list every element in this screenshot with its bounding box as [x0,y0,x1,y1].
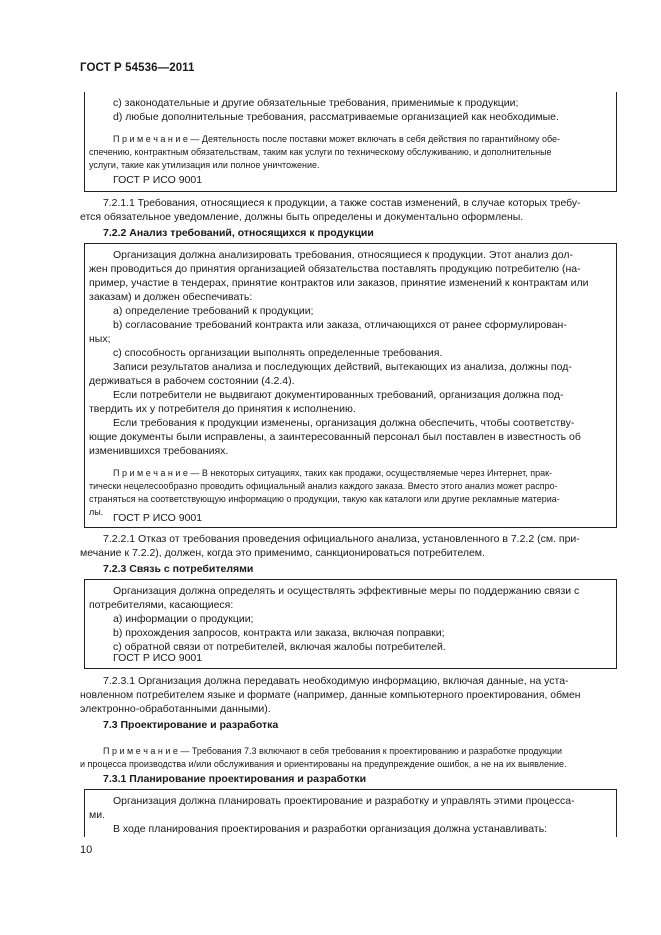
note-line: спечению, контрактным обязательствам, таким как услуги по техническому обслуживанию, и дополнительные [89,147,552,157]
clause-7-2-2-1-line: мечание к 7.2.2), должен, когда это применимо, санкционироваться потребителем. [80,547,485,559]
paragraph-line: Организация должна анализировать требования, относящиеся к продукции. Этот анализ дол- [113,249,574,261]
section-heading-7-2-3: 7.2.3 Связь с потребителями [103,563,254,575]
list-item-c: c) способность организации выполнять определенные требования. [113,347,443,359]
paragraph-line: Организация должна определять и осуществлять эффективные меры по поддержанию связи с [113,585,580,597]
quote-box-gost-2 [84,243,617,528]
list-item-b-cont: ных; [89,333,111,345]
standard-reference: ГОСТ Р ИСО 9001 [113,174,203,186]
section-heading-7-3-1: 7.3.1 Планирование проектирования и разработки [103,773,367,785]
list-item-d: d) любые дополнительные требования, рассматриваемые организацией как необходимые. [113,111,559,123]
note-line: тически нецелесообразно проводить официальный анализ каждого заказа. Вместо этого анализ может распро- [89,481,558,491]
quote-box-gost-4 [84,789,617,837]
paragraph-line: изменившихся требованиях. [89,445,229,457]
standard-reference: ГОСТ Р ИСО 9001 [113,652,203,664]
clause-7-2-3-1-line: электронно-обработанными данными). [80,703,271,715]
document-header: ГОСТ Р 54536—2011 [80,62,195,74]
paragraph-line: твердить их у потребителя до принятия к исполнению. [89,403,356,415]
page-number: 10 [80,844,93,856]
note-line: страняться на соответствующую информацию о продукции, такую как каталоги или другие рекламные материа- [89,494,560,504]
note-text-7-3 [103,745,562,757]
section-heading-7-2-2: 7.2.2 Анализ требований, относящихся к продукции [103,227,374,239]
note-text [113,467,552,479]
quote-box-gost-3 [84,579,617,669]
note-label: П р и м е ч а н и е [113,134,188,144]
list-item-b: b) согласование требований контракта или заказа, отличающихся от ранее сформулирован- [113,319,567,331]
paragraph-line: держиваться в рабочем состоянии (4.2.4). [89,375,295,387]
paragraph-line: ми. [89,809,106,821]
paragraph-line: Если требования к продукции изменены, организация должна обеспечить, чтобы соответству- [113,417,575,429]
list-item-c: c) обратной связи от потребителей, включая жалобы потребителей. [113,641,446,653]
clause-7-2-2-1-line: 7.2.2.1 Отказ от требования проведения официального анализа, установленного в 7.2.2 (см. при- [103,533,580,545]
clause-7-2-3-1-line: 7.2.3.1 Организация должна передавать необходимую информацию, включая данные, на уста- [103,675,569,687]
paragraph-line: ющие документы были исправлены, а заинтересованный персонал был поставлен в известность об [89,431,581,443]
paragraph-line: В ходе планирования проектирования и разработки организация должна устанавливать: [113,823,548,835]
clause-7-2-1-1-line: ется обязательное уведомление, должны быть определены и документально оформлены. [80,211,524,223]
note-line: — В некоторых ситуациях, таких как продажи, осуществляемые через Интернет, прак- [187,468,553,478]
paragraph-line: жен проводиться до принятия организацией обязательства поставлять продукцию потребителю (на- [89,263,581,275]
note-line: — Деятельность после поставки может включать в себя действия по гарантийному обе- [187,134,561,144]
note-text [113,133,560,145]
paragraph-line: потребителями, касающиеся: [89,599,234,611]
note-label: П р и м е ч а н и е [113,468,188,478]
paragraph-line: Записи результатов анализа и последующих действий, вытекающих из анализа, должны под- [113,361,572,373]
note-line: лы. [89,507,104,517]
section-heading-7-3: 7.3 Проектирование и разработка [103,719,279,731]
list-item-a: a) информации о продукции; [113,613,254,625]
note-line: — Требования 7.3 включают в себя требования к проектированию и разработке продукции [177,746,563,756]
quote-box-gost-1 [84,92,617,192]
note-label: П р и м е ч а н и е [103,746,178,756]
clause-7-2-3-1-line: новленном потребителем языке и формате (например, данные компьютерного проектирования, обмен [80,689,581,701]
paragraph-line: пример, участие в тендерах, принятие контрактов или заказов, принятие изменений к контрактам или [89,277,589,289]
note-line: и процесса производства и/или обслуживания и ориентированы на предупреждение ошибок, а не на их выявление. [80,759,567,769]
paragraph-line: Организация должна планировать проектирование и разработку и управлять этими процесса- [113,795,575,807]
list-item-b: b) прохождения запросов, контракта или заказа, включая поправки; [113,627,445,639]
paragraph-line: заказам) и должен обеспечивать: [89,291,253,303]
list-item-c: c) законодательные и другие обязательные требования, применимые к продукции; [113,97,519,109]
standard-reference: ГОСТ Р ИСО 9001 [113,512,203,524]
list-item-a: a) определение требований к продукции; [113,305,314,317]
paragraph-line: Если потребители не выдвигают документированных требований, организация должна под- [113,389,564,401]
note-line: услуги, такие как утилизация или полное уничтожение. [89,160,320,170]
clause-7-2-1-1-line: 7.2.1.1 Требования, относящиеся к продукции, а также состав изменений, в случае которых требу- [103,197,581,209]
